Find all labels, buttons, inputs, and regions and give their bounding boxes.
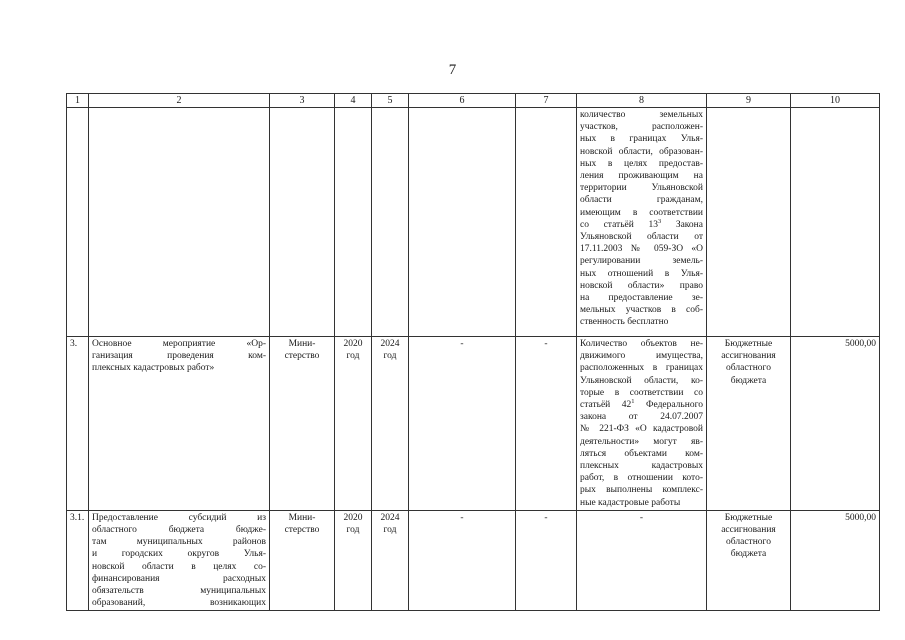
start-year: 2020 год — [335, 337, 372, 511]
cell-empty — [270, 108, 335, 337]
funding-amount: 5000,00 — [791, 510, 880, 611]
column-header: 1 — [67, 94, 89, 108]
row-number: 3.1. — [67, 510, 89, 611]
cell-indicator: количество земельных участков, расположен- ных в границах Улья- новской области, образован- ных в целях предостав- ления проживающим на территории Ульяновской области гражданам, имеющим в соответствии со статьёй $13^3$ Закона Ульяновской области от 17.11.2003 № 059-ЗО «О регулировании земель- ных отношений в Улья- новской области» право на предоставление зе- мельных участков в соб- ственность бесплатно — [577, 108, 707, 337]
executor: Мини- стерство — [270, 510, 335, 611]
start-year: 2020 год — [335, 510, 372, 611]
column-header: 2 — [89, 94, 270, 108]
measure-name: Основное мероприятие «Ор- ганизация проведения ком- плексных кадастровых работ» — [89, 337, 270, 511]
cell-indicator: Количество объектов не- движимого имущества, расположенных в границах Ульяновской области, ко- торые в соответствии со статьёй $42^1$ Федерального закона от 24.07.2007 № 221-ФЗ «О кадастровой деятельности» могут яв- ляться объектами ком- плексных кадастровых работ, в отношении кото- рых выполнены комплекс- ные кадастровые работы — [577, 337, 707, 511]
cell-dash: - — [516, 337, 577, 511]
column-header: 3 — [270, 94, 335, 108]
column-header: 5 — [372, 94, 409, 108]
column-header: 6 — [409, 94, 516, 108]
table-row-3-1 — [67, 510, 880, 611]
cell-empty — [516, 108, 577, 337]
column-header: 10 — [791, 94, 880, 108]
funding-source: Бюджетные ассигнования областного бюджета — [707, 337, 791, 511]
column-number-row — [67, 94, 880, 108]
cell-dash: - — [577, 510, 707, 611]
row-number: 3. — [67, 337, 89, 511]
column-header: 4 — [335, 94, 372, 108]
funding-source: Бюджетные ассигнования областного бюджета — [707, 510, 791, 611]
cell-empty — [372, 108, 409, 337]
cell-empty — [409, 108, 516, 337]
cell-empty — [791, 108, 880, 337]
end-year: 2024 год — [372, 337, 409, 511]
cell-empty — [707, 108, 791, 337]
column-header: 7 — [516, 94, 577, 108]
column-header: 9 — [707, 94, 791, 108]
table-row-3 — [67, 337, 880, 511]
column-header: 8 — [577, 94, 707, 108]
table-row-continuation — [67, 108, 880, 337]
funding-amount: 5000,00 — [791, 337, 880, 511]
end-year: 2024 год — [372, 510, 409, 611]
cell-empty — [335, 108, 372, 337]
program-table — [66, 93, 880, 611]
cell-empty — [67, 108, 89, 337]
measure-name: Предоставление субсидий из областного бюджета бюдже- там муниципальных районов и городских округов Улья- новской области в целях со- финансирования расходных обязательств муниципальных образований, возникающих — [89, 510, 270, 611]
cell-dash: - — [516, 510, 577, 611]
executor: Мини- стерство — [270, 337, 335, 511]
cell-empty — [89, 108, 270, 337]
cell-dash: - — [409, 337, 516, 511]
cell-dash: - — [409, 510, 516, 611]
page-number: 7 — [448, 62, 457, 78]
